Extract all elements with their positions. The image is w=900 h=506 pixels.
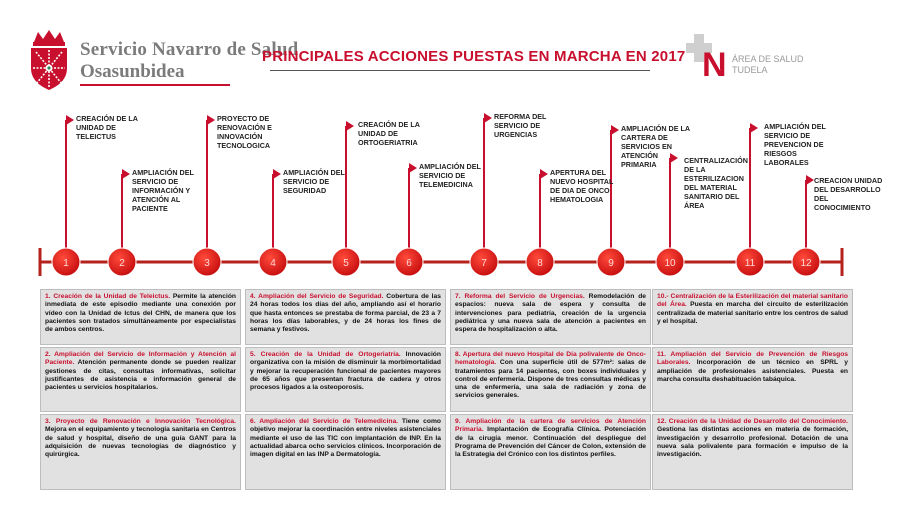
milestone-label: AMPLIACIÓN DEL SERVICIO DE PREVENCION DE RIESGOS LABORALES [764,122,826,167]
action-heading: 9. Ampliación de la cartera de servicios de Atención Primaria. [455,418,646,434]
milestone-label: CREACION UNIDAD DEL DESARROLLO DEL CONOCIMIENTO [814,176,883,212]
milestone-label: PROYECTO DE RENOVACIÓN E INNOVACIÓN TECNOLOGICA [217,114,272,150]
milestone-arrow-icon [66,115,74,125]
action-description-box [652,414,853,490]
milestone-dot [52,248,80,276]
action-heading: 4. Ampliación del Servicio de Seguridad. [250,293,384,300]
milestone-arrow-icon [540,169,548,179]
action-body: Implantación de Ecografía Clínica. Potenciación de la cirugía menor. Continuación del despliegue del Programa de Prevención del Cáncer de Colon, extensión de la Estrategia del Crónico con los distintos perfiles. [455,426,646,459]
action-heading: 12. Creación de la Unidad de Desarrollo del Conocimiento. [657,418,848,425]
milestone-dot [332,248,360,276]
milestone-label: REFORMA DEL SERVICIO DE URGENCIAS [494,112,547,139]
title-underline [270,70,650,71]
action-description-box [245,347,446,412]
milestone-number: 11 [744,258,756,269]
milestone-dot [193,248,221,276]
milestone-arrow-icon [207,115,215,125]
organization-subtitle: Osasunbidea [80,61,185,82]
milestone-dot [597,248,625,276]
action-body: Puesta en marcha del circuito de esterilización centralizada de material sanitario entre los centros de salud y el hospital. [657,301,848,325]
milestone-dot [526,248,554,276]
action-body: Permite la atención inmediata de este episodio mediante una conexión por vídeo con la Unidad de Ictus del CHN, de manera que los pacientes son tratados simultáneamente por especialistas de ambos centros. [45,293,236,334]
page-title: PRINCIPALES ACCIONES PUESTAS EN MARCHA EN 2017 [262,48,686,65]
milestone-dot [259,248,287,276]
milestone-dot [395,248,423,276]
milestone-number: 6 [406,258,412,269]
action-heading: 2. Ampliación del Servicio de Información y Atención al Paciente. [45,351,236,367]
action-description-box [40,289,241,345]
milestone-arrow-icon [122,169,130,179]
milestone-label: CREACIÓN DE LA UNIDAD DE ORTOGERIATRIA [358,120,420,147]
area-logo-letter: N [702,46,727,84]
milestone-label: CREACIÓN DE LA UNIDAD DE TELEICTUS [76,114,138,141]
action-body: Atención permanente donde se pueden realizar gestiones de citas, consultas informativas, solicitar justificantes de asistencia e información general de pacientes u servicios hospitalarios. [45,359,236,392]
area-de-salud-label [732,54,804,76]
milestone-number: 3 [204,258,210,269]
action-description-box [245,414,446,490]
action-body: Gestiona las distintas acciones en materia de formación, investigación y desarrollo profesional. Dotación de una nueva sala polivalente para formación e impulso de la investigación. [657,426,848,459]
milestone-number: 2 [119,258,125,269]
action-body: Innovación organizativa con la misión de disminuir la morbimortalidad y mejorar la recuperación funcional de pacientes mayores de 65 años que presentan fractura de cadera y otros procesos ligados a la osteoporosis. [250,351,441,392]
action-heading: 6. Ampliación del Servicio de Telemedicina. [250,418,399,425]
action-heading: 8. Apertura del nuevo Hospital de Día polivalente de Onco-hematología. [455,351,646,367]
milestone-number: 1 [63,258,69,269]
organization-name: Servicio Navarro de Salud [80,39,299,60]
action-heading: 11. Ampliación del Servicio de Prevención de Riesgos Laborales. [657,351,848,367]
navarra-coat-of-arms-logo [22,28,262,92]
action-body: Tiene como objetivo mejorar la coordinación entre niveles asistenciales mediante el uso de las TIC con implantación de INP. En la actualidad abarca ocho servicios clínicos. Incorporación de imagen digital en las INP a Dermatología. [250,418,441,459]
action-description-box [40,414,241,490]
milestone-label: AMPLIACIÓN DEL SERVICIO DE TELEMEDICINA [419,162,481,189]
milestone-label: APERTURA DEL NUEVO HOSPITAL DE DIA DE ONCO HEMATOLOGIA [550,168,614,204]
milestone-arrow-icon [273,169,281,179]
action-body: Remodelación de espacios: nueva sala de espera y consulta de intervenciones para pediatría, creación de la urgencia pediátrica y una nueva sala de atención a pacientes en espera de hospitalización o alta. [455,293,647,334]
milestone-label: AMPLIACIÓN DEL SERVICIO DE INFORMACIÓN Y ATENCIÓN AL PACIENTE [132,168,194,213]
action-description-box [450,289,651,345]
milestone-dot [108,248,136,276]
milestone-dot [792,248,820,276]
milestone-arrow-icon [611,125,619,135]
action-body: Con una superficie útil de 577m²: salas de tratamientos para 14 pacientes, con boxes individuales y control de enfermería. Dispone de tres consultas médicas y una de enfermería, una sala de radiación y zona de servicios generales. [455,359,646,400]
milestone-number: 8 [537,258,543,269]
action-heading: 1. Creación de la Unidad de Teleictus. [45,293,171,300]
milestone-number: 9 [608,258,614,269]
area-de-salud-logo [686,34,736,84]
action-heading: 3. Proyecto de Renovación e Innovación Tecnológica. [45,418,236,425]
action-description-box [652,347,853,412]
milestone-arrow-icon [750,123,758,133]
milestone-label: AMPLIACIÓN DEL SERVICIO DE SEGURIDAD [283,168,345,195]
milestone-number: 4 [270,258,276,269]
action-body: Mejora en el equipamiento y tecnología sanitaria en Centros de salud y hospital, diseño de una guía GANT para la adquisición de nuevas tecnologías de diagnóstico y quirúrgica. [45,426,237,459]
milestone-dot [470,248,498,276]
milestone-arrow-icon [484,113,492,123]
area-line-2: TUDELA [732,65,768,75]
milestone-label: AMPLIACIÓN DE LA CARTERA DE SERVICIOS EN ATENCIÓN PRIMARIA [621,124,690,169]
milestone-arrow-icon [806,175,814,185]
action-description-box [450,347,651,412]
organization-divider [80,84,230,86]
action-description-box [652,289,853,345]
action-heading: 10.- Centralización de la Esterilización del material sanitario del Área. [657,293,848,309]
action-heading: 7. Reforma del Servicio de Urgencias. [455,293,585,300]
action-description-box [245,289,446,345]
area-line-1: ÁREA DE SALUD [732,54,804,64]
action-body: Incorporación de un técnico en SPRL y ampliación de profesionales asistenciales. Puesta en marcha consulta deshabituación tabáquica. [657,359,848,383]
action-heading: 5. Creación de la Unidad de Ortogeriatría. [250,351,401,358]
action-description-box [40,347,241,412]
action-body: Cobertura de las 24 horas todos los días del año, ampliando así el horario que hasta entonces se prestaba de forma parcial, de 23 a 7 horas los días laborables, y de 24 horas los fines de semana y festivos. [250,293,441,334]
milestone-arrow-icon [346,121,354,131]
milestone-label: CENTRALIZACIÓN DE LA ESTERILIZACION DEL MATERIAL SANITARIO DEL ÁREA [684,156,748,210]
milestone-number: 5 [343,258,349,269]
milestone-dot [736,248,764,276]
milestone-number: 12 [800,258,812,269]
milestone-number: 10 [664,258,676,269]
milestone-number: 7 [481,258,487,269]
action-description-box [450,414,651,490]
milestone-arrow-icon [409,163,417,173]
milestone-dot [656,248,684,276]
